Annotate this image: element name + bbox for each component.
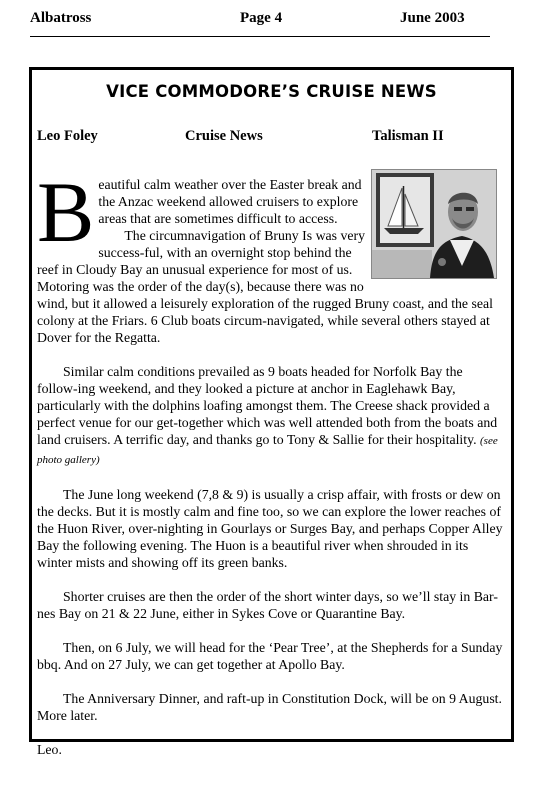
photo-gallery-note: (see photo gallery) — [37, 435, 498, 466]
paragraph-4: Shorter cruises are then the order of the short winter days, so we’ll stay in Bar-nes Bay on 21 & 22 June, either in Sykes Cove or Quarantine Bay. — [37, 589, 498, 621]
paragraph-1-opening: eautiful calm weather over the Easter break and the Anzac weekend allowed cruisers to explore areas that are sometimes difficult to access. — [98, 177, 362, 226]
paragraph-2: Similar calm conditions prevailed as 9 boats headed for Norfolk Bay the follow-ing weekend, and they looked a picture at anchor in Eaglehawk Bay, particularly with the dolphins loafing amongst them. The Creese shack provided a perfect venue for our get-together which was well attended both from the boats and land cruisers. A terrific day, and thanks go to Tony & Sallie for their hospitality. (see photo gallery) — [37, 364, 498, 466]
article-box — [29, 67, 514, 757]
article-body — [37, 164, 503, 775]
paragraph-1-body: The circumnavigation of Bruny Is was very success-ful, with an overnight stop behind the reef in Cloudy Bay an unusual experience for most of us. Motoring was the order of the day(s), because there was no wind, but it allowed a leisurely exploration of the rugged Bruny coast, and the seal colony at the Friars. 6 Club boats circum-navigated, while several others stayed at Dover for the Regatta. — [37, 228, 493, 345]
article-title: VICE COMMODORE’S CRUISE NEWS — [106, 82, 437, 101]
byline-boat: Talisman II — [372, 128, 444, 144]
byline-author: Leo Foley — [37, 128, 98, 144]
issue-date: June 2003 — [400, 10, 465, 26]
header-rule — [30, 36, 490, 37]
paragraph-1 — [37, 164, 503, 346]
paragraph-5: Then, on 6 July, we will head for the ‘Pear Tree’, at the Shepherds for a Sunday bbq. And on 27 July, we can get together at Apollo Bay. — [37, 640, 503, 672]
paragraph-3: The June long weekend (7,8 & 9) is usually a crisp affair, with frosts or dew on the decks. But it is mostly calm and fine too, so we can explore the lower reaches of the Huon River, over-nighting in Gourlays or Surges Bay, and perhaps Copper Alley Bay the following evening. The Huon is a beautiful river when shrouded in its winter mists and showing off its green banks. — [37, 487, 503, 570]
paragraph-6: The Anniversary Dinner, and raft-up in Constitution Dock, will be on 9 August. More later. — [37, 691, 502, 723]
page-number: Page 4 — [240, 10, 283, 26]
signoff: Leo. — [37, 742, 62, 757]
photo-wrap-space — [373, 169, 497, 277]
byline-section: Cruise News — [185, 128, 263, 144]
drop-cap: B — [37, 164, 95, 260]
newsletter-name: Albatross — [30, 10, 92, 26]
